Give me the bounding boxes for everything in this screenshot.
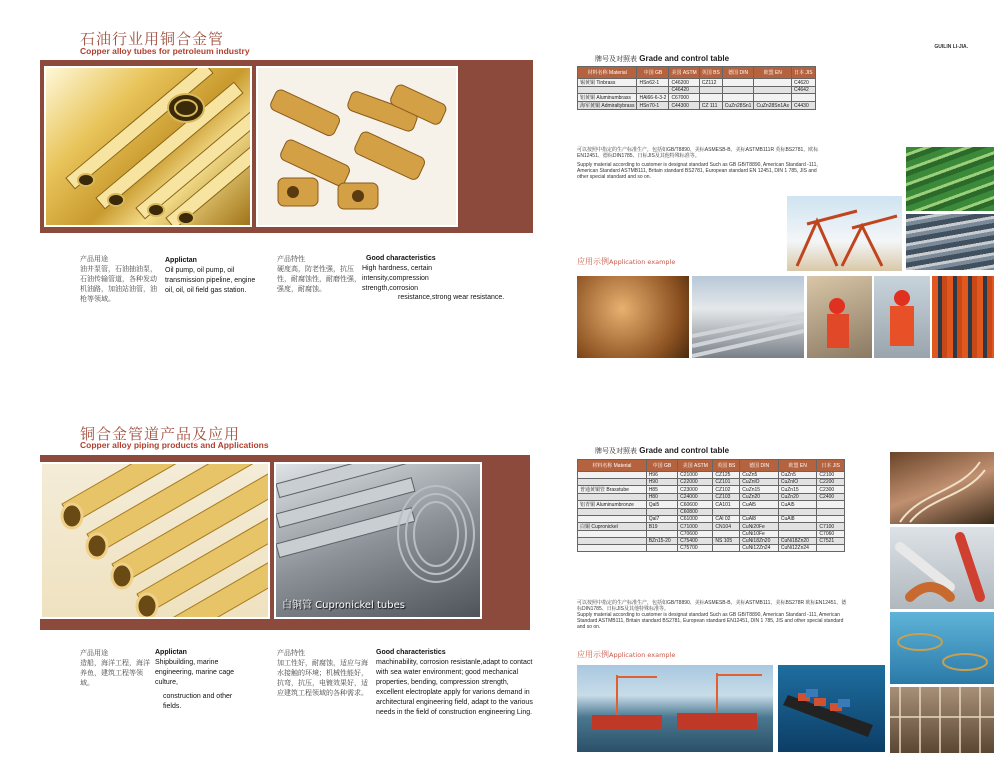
pipe-fittings-photo xyxy=(890,527,994,609)
bottom-app-example-label xyxy=(577,649,675,660)
table-cell: CuZn20 xyxy=(778,494,817,501)
table-cell: C22000 xyxy=(678,479,713,486)
table-cell xyxy=(722,94,754,102)
table-cell xyxy=(713,545,740,552)
top-table-title xyxy=(595,54,729,64)
table-cell: C7521 xyxy=(817,538,845,545)
top-characteristics-en: High hardness, certain intensity,compression strength,corrosion xyxy=(362,265,433,292)
table-cell: 铝青铜 Aluminumbronze xyxy=(578,501,647,509)
table-row xyxy=(578,87,816,94)
top-note-en: Supply material according to customer is designat standard Such as GB GB/T8890, American Standard -111, American Standard ASTMB111, Britain standard BS2781, European standard EN 12451, DIN 1 785, JIS and other special standard and so on. xyxy=(577,162,818,181)
table-cell xyxy=(740,509,779,516)
table-cell: CuZnlO xyxy=(778,479,817,486)
table-cell: 普通黄铜管 Brasstube xyxy=(578,486,647,494)
drill-rods-photo xyxy=(906,214,994,270)
bottom-application-cn: 产品用途 造船，海洋工程，海洋养鱼，建筑工程等领域。 xyxy=(80,649,150,687)
table-row xyxy=(578,102,816,110)
bottom-table-title xyxy=(595,446,729,456)
table-header-cell: 美国 ASTM xyxy=(669,67,699,79)
oil-worker-photo-2 xyxy=(874,276,930,358)
table-cell: H85 xyxy=(646,486,677,494)
table-cell: C46420 xyxy=(669,87,699,94)
table-cell: C61000 xyxy=(678,516,713,523)
table-cell: 铝黄铜 Aluminumbrass xyxy=(578,94,637,102)
table-cell: C60600 xyxy=(678,501,713,509)
table-row xyxy=(578,516,845,523)
table-cell xyxy=(817,516,845,523)
table-cell: C75400 xyxy=(678,538,713,545)
table-cell: C7100 xyxy=(817,523,845,531)
table-row xyxy=(578,538,845,545)
table-cell: CuAl5 xyxy=(778,501,817,509)
table-cell xyxy=(646,531,677,538)
table-cell: H90 xyxy=(646,479,677,486)
table-header-cell: 中国 GB xyxy=(637,67,669,79)
table-cell: CuZnlO xyxy=(740,479,779,486)
table-cell xyxy=(646,509,677,516)
table-cell: CuNi10Fe xyxy=(740,531,779,538)
bottom-characteristics-en: machinability, corrosion resistanle,adapt to contact with sea water environment; good mechanical properties, bending, compression strength, excellent electroplate apply for varions demand in architectural engineering field, adapt to the various needs in the field of construction engineering Ling. xyxy=(376,659,533,716)
cupronickel-caption: 白铜管 Cupronickel tubes xyxy=(282,600,405,611)
table-cell: CZ103 xyxy=(713,494,740,501)
top-note-cn: 可以按照中指定的生产标准生产，包括如GB/T8890、美标ASMESB-B、美标ASTMB111R 英标BS2781、欧标EN12451、德标DIN1785、日标JIS及其他特殊标准等。 xyxy=(577,147,819,160)
marine-structure-photo xyxy=(890,687,994,753)
table-row xyxy=(578,494,845,501)
table-cell: C4642 xyxy=(792,87,816,94)
table-header-cell: 材料名称 Material xyxy=(578,67,637,79)
table-header-cell: 中国 GB xyxy=(646,460,677,472)
table-cell: 白铜 Cupronickel xyxy=(578,523,647,531)
brass-fittings-photo xyxy=(256,66,458,227)
table-header-cell: 欧盟 EN xyxy=(754,67,792,79)
top-characteristics-en2: resistance,strong wear resistance. xyxy=(398,294,505,301)
top-application-cn: 产品用途 油井泵管，石油抽油泵，石油传输管道，各种发动机油路，加油站油管，油枪等领域。 xyxy=(80,255,157,303)
table-cell: C24000 xyxy=(678,494,713,501)
table-cell: HSn70-1 xyxy=(637,102,669,110)
table-cell: C23000 xyxy=(678,486,713,494)
table-cell: CuZn28Sn1 xyxy=(722,102,754,110)
table-cell xyxy=(754,79,792,87)
table-row xyxy=(578,479,845,486)
table-cell: C75700 xyxy=(678,545,713,552)
container-ship-photo xyxy=(778,665,885,752)
bottom-app-example-en: Application example xyxy=(609,651,676,659)
table-cell: CuAl8 xyxy=(740,516,779,523)
table-cell: C67000 xyxy=(669,94,699,102)
table-cell: C7060 xyxy=(817,531,845,538)
pipeline-field-photo xyxy=(692,276,804,358)
table-header-cell: 材料名称 Material xyxy=(578,460,647,472)
table-cell xyxy=(637,87,669,94)
table-cell: CuNi20Fe xyxy=(740,523,779,531)
table-cell xyxy=(699,87,722,94)
drill-pipes-photo xyxy=(932,276,994,358)
table-cell xyxy=(578,538,647,545)
green-pipes-photo xyxy=(906,147,994,211)
table-cell xyxy=(754,94,792,102)
table-cell: CZ112 xyxy=(699,79,722,87)
spiral-staircase-photo xyxy=(890,452,994,524)
brass-tubes-photo xyxy=(44,66,252,227)
table-cell: CA101 xyxy=(713,501,740,509)
table-cell: 海军黄铜 Admiraltybrass xyxy=(578,102,637,110)
table-cell: HSn62-1 xyxy=(637,79,669,87)
table-cell xyxy=(646,545,677,552)
bottom-table-title-cn: 牌号及对照表 xyxy=(595,447,637,455)
top-title-en: Copper alloy tubes for petroleum industry xyxy=(80,46,250,56)
table-cell: NS 105 xyxy=(713,538,740,545)
table-cell xyxy=(778,531,817,538)
table-cell: CZ 111 xyxy=(699,102,722,110)
bottom-characteristics-cn: 产品特性 加工性好，耐腐蚀，适应与海水接触的环境；机械性能好，抗弯，抗压，电镀效果好，适应建筑工程领域的各种需求。 xyxy=(277,649,368,697)
table-header-cell: 德国 DIN xyxy=(740,460,779,472)
table-cell: Qal7 xyxy=(646,516,677,523)
shipyard-photo xyxy=(577,665,773,752)
table-cell: CuZn5 xyxy=(778,472,817,479)
top-title-cn: 石油行业用铜合金管 xyxy=(80,30,225,48)
table-cell: HAl66-6-3-2 xyxy=(637,94,669,102)
table-cell: 锡黄铜 Tinbrass xyxy=(578,79,637,87)
table-cell: C4620 xyxy=(792,79,816,87)
table-cell xyxy=(722,79,754,87)
oil-worker-photo-1 xyxy=(807,276,872,358)
table-cell: C44300 xyxy=(669,102,699,110)
table-cell: CuAl8 xyxy=(778,516,817,523)
table-cell xyxy=(778,509,817,516)
table-cell: CAl 02 xyxy=(713,516,740,523)
table-cell: C21000 xyxy=(678,472,713,479)
table-row xyxy=(578,94,816,102)
table-cell xyxy=(722,87,754,94)
table-cell: B19 xyxy=(646,523,677,531)
table-row xyxy=(578,523,845,531)
top-characteristics-cn: 产品特性 硬度高，防老性强，抗压性，耐腐蚀性，耐磨性强，强度，耐腐蚀。 xyxy=(277,255,361,293)
table-cell: C60800 xyxy=(678,509,713,516)
table-cell: Qal5 xyxy=(646,501,677,509)
table-cell: CN104 xyxy=(713,523,740,531)
table-cell xyxy=(578,531,647,538)
bottom-title-cn: 铜合金管道产品及应用 xyxy=(80,425,241,443)
table-cell: C4430 xyxy=(792,102,816,110)
copper-piping-photo xyxy=(577,276,689,358)
top-characteristics-en-head: Good characteristics xyxy=(366,255,436,262)
table-cell: H96 xyxy=(646,472,677,479)
table-cell xyxy=(578,516,647,523)
table-cell: C2200 xyxy=(817,479,845,486)
table-cell: CuZn15 xyxy=(778,486,817,494)
bottom-application-en: Shipbuilding, marine engineering, marine cage culture, xyxy=(155,659,234,686)
top-application-en: Oil pump, oil pump, oil transmission pipeline, engine oil, oil, oil field gas station. xyxy=(165,267,256,294)
table-cell xyxy=(699,94,722,102)
table-cell: C2300 xyxy=(817,486,845,494)
table-cell: C2400 xyxy=(817,494,845,501)
bottom-characteristics-en-head: Good characteristics xyxy=(376,649,446,656)
table-cell: C70600 xyxy=(678,531,713,538)
table-cell xyxy=(578,545,647,552)
bottom-application-en-head: Applictan xyxy=(155,649,187,656)
table-cell: CZ125 xyxy=(713,472,740,479)
table-cell: C71000 xyxy=(678,523,713,531)
top-app-example-en: Application example xyxy=(609,258,676,266)
table-row xyxy=(578,501,845,509)
table-cell xyxy=(578,87,637,94)
top-app-example-cn: 应用示例 xyxy=(577,257,609,266)
table-header-cell: 日本 JIS xyxy=(817,460,845,472)
table-cell: BZn15-20 xyxy=(646,538,677,545)
table-cell: CuNi18Zn20 xyxy=(740,538,779,545)
table-row xyxy=(578,486,845,494)
table-cell xyxy=(817,501,845,509)
table-header-cell: 日本 JIS xyxy=(792,67,816,79)
table-cell xyxy=(578,479,647,486)
table-row xyxy=(578,472,845,479)
table-cell xyxy=(713,509,740,516)
table-header-cell: 德国 DIN xyxy=(722,67,754,79)
table-cell: CuZn28Sn1As xyxy=(754,102,792,110)
top-table-title-en: Grade and control table xyxy=(639,54,730,63)
table-cell: CuNi12Zn24 xyxy=(740,545,779,552)
bottom-grade-table xyxy=(577,459,845,552)
table-cell xyxy=(713,531,740,538)
top-application-en-head: Applictan xyxy=(165,257,197,264)
bottom-note-cn: 可以按照中指定的生产标准生产，包括如GB/T8890、美标ASMESB-B、美标ASTMB111、美标BS278R 欧标EN12451、德标DIN1785、日标JIS及其他特殊标准等。 xyxy=(577,600,847,613)
sea-cage-photo xyxy=(890,612,994,684)
oil-pump-jacks-photo xyxy=(787,196,902,271)
table-cell: CuZn20 xyxy=(740,494,779,501)
table-row xyxy=(578,509,845,516)
table-cell: H80 xyxy=(646,494,677,501)
table-cell xyxy=(778,523,817,531)
table-cell xyxy=(817,545,845,552)
table-cell xyxy=(578,472,647,479)
bottom-table-title-en: Grade and control table xyxy=(639,446,730,455)
top-grade-table xyxy=(577,66,816,110)
top-app-example-label xyxy=(577,256,675,267)
table-cell: CuZn5 xyxy=(740,472,779,479)
table-cell: C2100 xyxy=(817,472,845,479)
table-cell: CZ101 xyxy=(713,479,740,486)
table-cell: CuAl5 xyxy=(740,501,779,509)
table-header-cell: 英国 BS xyxy=(699,67,722,79)
table-row xyxy=(578,545,845,552)
table-row xyxy=(578,79,816,87)
table-header-cell: 英国 BS xyxy=(713,460,740,472)
cupronickel-tubes-photo xyxy=(274,462,482,619)
bottom-application-en2: construction and other fields. xyxy=(163,693,233,710)
table-header-cell: 美国 ASTM xyxy=(678,460,713,472)
table-cell: CuNi18Zn20 xyxy=(778,538,817,545)
brand-logo: GUILIN LI-JIA. xyxy=(934,44,968,50)
table-cell: CuNi12Zn24 xyxy=(778,545,817,552)
brass-pipes-photo xyxy=(40,462,270,619)
table-cell xyxy=(578,494,647,501)
bottom-title-en: Copper alloy piping products and Applications xyxy=(80,440,269,450)
table-cell xyxy=(792,94,816,102)
table-header-cell: 欧盟 EN xyxy=(778,460,817,472)
table-cell xyxy=(817,509,845,516)
bottom-note-en: Supply material according to customer is designat standard Such as GB GB/T8890, American Standard -111, American Standard ASTMB111, Britain standard BS2781, European standard EN12451, DIN 1 785, JIS and other special standard and so on. xyxy=(577,612,844,631)
table-cell: CuZn15 xyxy=(740,486,779,494)
table-cell xyxy=(578,509,647,516)
top-table-title-cn: 牌号及对照表 xyxy=(595,55,637,63)
table-cell: C46200 xyxy=(669,79,699,87)
bottom-app-example-cn: 应用示例 xyxy=(577,650,609,659)
table-cell: CZ102 xyxy=(713,486,740,494)
table-row xyxy=(578,531,845,538)
table-cell xyxy=(754,87,792,94)
